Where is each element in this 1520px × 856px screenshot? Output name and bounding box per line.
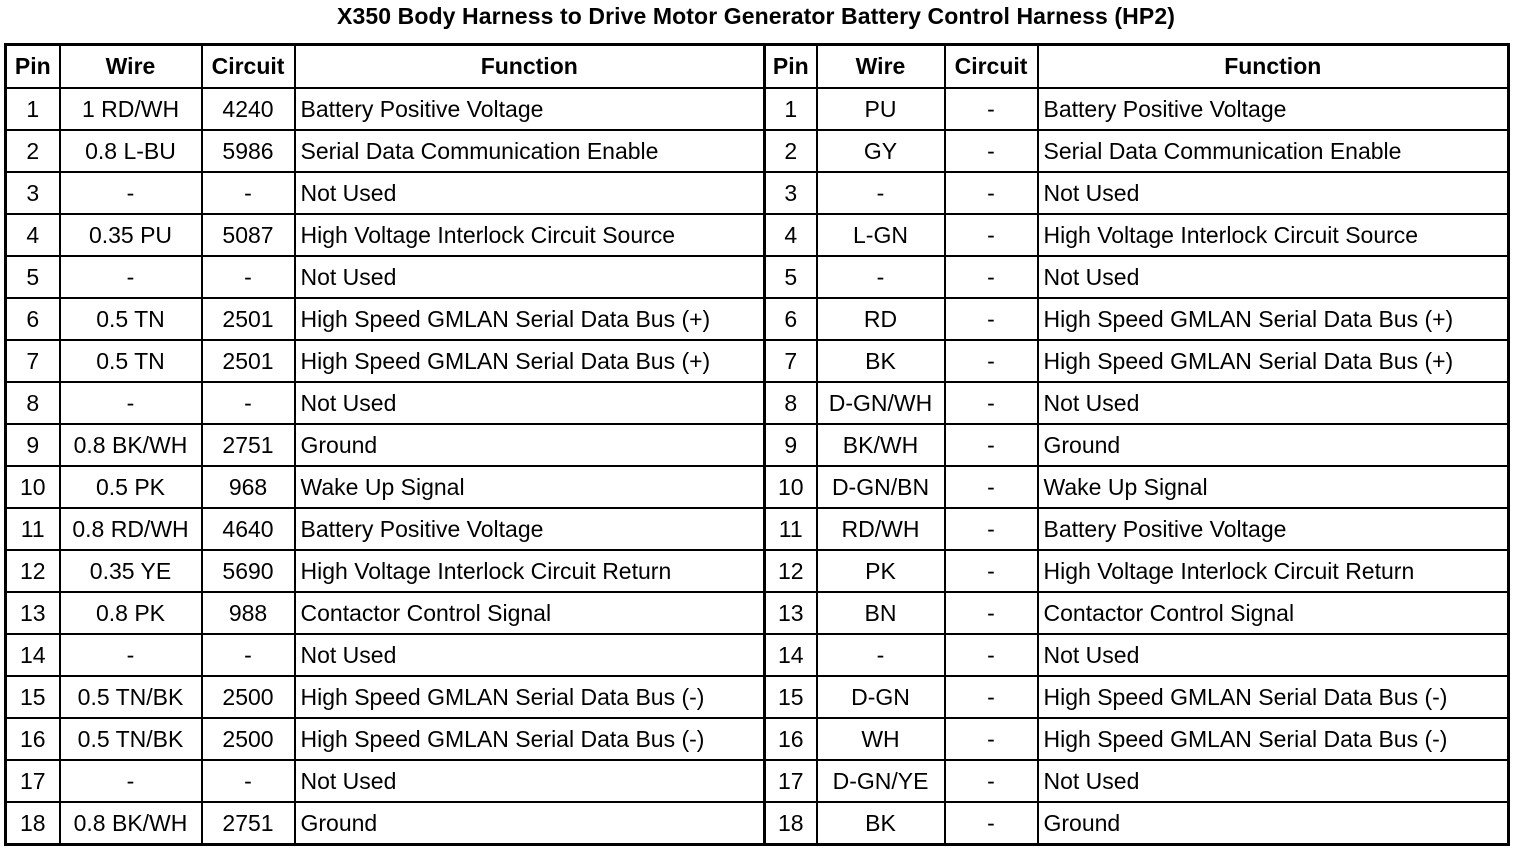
left-pin-cell: 12	[6, 550, 60, 592]
header-left-wire: Wire	[60, 45, 202, 89]
right-circuit-cell: -	[945, 676, 1038, 718]
table-row	[6, 466, 1509, 508]
right-wire-cell: D-GN/BN	[817, 466, 945, 508]
table-row	[6, 256, 1509, 298]
right-pin-cell: 11	[765, 508, 817, 550]
left-wire-cell: 0.35 YE	[60, 550, 202, 592]
right-circuit-cell: -	[945, 802, 1038, 845]
right-function-cell: High Voltage Interlock Circuit Source	[1038, 214, 1509, 256]
header-left-circuit: Circuit	[202, 45, 295, 89]
right-circuit-cell: -	[945, 130, 1038, 172]
right-wire-cell: D-GN	[817, 676, 945, 718]
left-pin-cell: 13	[6, 592, 60, 634]
right-pin-cell: 13	[765, 592, 817, 634]
left-pin-cell: 16	[6, 718, 60, 760]
left-pin-cell: 10	[6, 466, 60, 508]
right-circuit-cell: -	[945, 172, 1038, 214]
right-circuit-cell: -	[945, 466, 1038, 508]
right-circuit-cell: -	[945, 298, 1038, 340]
right-function-cell: Serial Data Communication Enable	[1038, 130, 1509, 172]
right-circuit-cell: -	[945, 88, 1038, 130]
left-circuit-cell: 5690	[202, 550, 295, 592]
right-function-cell: High Speed GMLAN Serial Data Bus (+)	[1038, 340, 1509, 382]
left-function-cell: Ground	[295, 424, 765, 466]
table-row	[6, 634, 1509, 676]
header-left-function: Function	[295, 45, 765, 89]
right-function-cell: Ground	[1038, 424, 1509, 466]
left-circuit-cell: 2500	[202, 676, 295, 718]
right-pin-cell: 9	[765, 424, 817, 466]
table-header-row	[6, 45, 1509, 89]
table-row	[6, 214, 1509, 256]
left-function-cell: Battery Positive Voltage	[295, 508, 765, 550]
right-function-cell: High Voltage Interlock Circuit Return	[1038, 550, 1509, 592]
right-wire-cell: L-GN	[817, 214, 945, 256]
left-circuit-cell: -	[202, 256, 295, 298]
left-circuit-cell: -	[202, 382, 295, 424]
left-wire-cell: 0.5 TN	[60, 298, 202, 340]
right-wire-cell: PU	[817, 88, 945, 130]
right-circuit-cell: -	[945, 214, 1038, 256]
pinout-table	[4, 43, 1510, 846]
header-left-pin: Pin	[6, 45, 60, 89]
right-pin-cell: 12	[765, 550, 817, 592]
right-function-cell: Ground	[1038, 802, 1509, 845]
right-pin-cell: 6	[765, 298, 817, 340]
left-pin-cell: 17	[6, 760, 60, 802]
left-wire-cell: 0.8 PK	[60, 592, 202, 634]
right-pin-cell: 4	[765, 214, 817, 256]
right-wire-cell: GY	[817, 130, 945, 172]
right-function-cell: High Speed GMLAN Serial Data Bus (+)	[1038, 298, 1509, 340]
left-pin-cell: 4	[6, 214, 60, 256]
table-row	[6, 340, 1509, 382]
right-function-cell: Not Used	[1038, 760, 1509, 802]
right-circuit-cell: -	[945, 634, 1038, 676]
left-function-cell: High Speed GMLAN Serial Data Bus (-)	[295, 718, 765, 760]
table-row	[6, 508, 1509, 550]
right-wire-cell: WH	[817, 718, 945, 760]
right-wire-cell: -	[817, 634, 945, 676]
left-function-cell: High Speed GMLAN Serial Data Bus (+)	[295, 298, 765, 340]
left-pin-cell: 14	[6, 634, 60, 676]
right-function-cell: High Speed GMLAN Serial Data Bus (-)	[1038, 676, 1509, 718]
table-row	[6, 802, 1509, 845]
right-circuit-cell: -	[945, 760, 1038, 802]
right-circuit-cell: -	[945, 550, 1038, 592]
table-row	[6, 550, 1509, 592]
left-function-cell: Not Used	[295, 382, 765, 424]
right-wire-cell: BK	[817, 802, 945, 845]
header-right-function: Function	[1038, 45, 1509, 89]
left-function-cell: Serial Data Communication Enable	[295, 130, 765, 172]
left-wire-cell: -	[60, 382, 202, 424]
left-function-cell: Not Used	[295, 172, 765, 214]
table-row	[6, 172, 1509, 214]
left-pin-cell: 8	[6, 382, 60, 424]
right-pin-cell: 10	[765, 466, 817, 508]
right-wire-cell: BN	[817, 592, 945, 634]
table-row	[6, 88, 1509, 130]
left-function-cell: Contactor Control Signal	[295, 592, 765, 634]
left-pin-cell: 11	[6, 508, 60, 550]
left-wire-cell: 0.35 PU	[60, 214, 202, 256]
right-function-cell: Battery Positive Voltage	[1038, 508, 1509, 550]
left-circuit-cell: 988	[202, 592, 295, 634]
right-wire-cell: -	[817, 256, 945, 298]
right-wire-cell: BK/WH	[817, 424, 945, 466]
right-pin-cell: 3	[765, 172, 817, 214]
table-row	[6, 130, 1509, 172]
right-function-cell: High Speed GMLAN Serial Data Bus (-)	[1038, 718, 1509, 760]
left-circuit-cell: 2500	[202, 718, 295, 760]
left-wire-cell: 0.5 TN/BK	[60, 676, 202, 718]
right-wire-cell: -	[817, 172, 945, 214]
left-wire-cell: 0.5 PK	[60, 466, 202, 508]
right-wire-cell: RD/WH	[817, 508, 945, 550]
left-circuit-cell: -	[202, 634, 295, 676]
table-row	[6, 382, 1509, 424]
right-pin-cell: 2	[765, 130, 817, 172]
left-function-cell: Ground	[295, 802, 765, 845]
left-pin-cell: 7	[6, 340, 60, 382]
right-circuit-cell: -	[945, 424, 1038, 466]
page-title: X350 Body Harness to Drive Motor Generator Battery Control Harness (HP2)	[337, 3, 1175, 29]
left-circuit-cell: 4240	[202, 88, 295, 130]
right-circuit-cell: -	[945, 256, 1038, 298]
left-pin-cell: 9	[6, 424, 60, 466]
right-function-cell: Not Used	[1038, 172, 1509, 214]
left-wire-cell: 0.5 TN	[60, 340, 202, 382]
left-pin-cell: 5	[6, 256, 60, 298]
right-circuit-cell: -	[945, 508, 1038, 550]
left-function-cell: High Voltage Interlock Circuit Return	[295, 550, 765, 592]
right-pin-cell: 18	[765, 802, 817, 845]
left-circuit-cell: -	[202, 172, 295, 214]
left-function-cell: Wake Up Signal	[295, 466, 765, 508]
left-wire-cell: 0.5 TN/BK	[60, 718, 202, 760]
right-pin-cell: 14	[765, 634, 817, 676]
right-function-cell: Not Used	[1038, 382, 1509, 424]
left-pin-cell: 3	[6, 172, 60, 214]
right-wire-cell: D-GN/WH	[817, 382, 945, 424]
right-function-cell: Not Used	[1038, 634, 1509, 676]
right-pin-cell: 16	[765, 718, 817, 760]
left-wire-cell: -	[60, 172, 202, 214]
right-function-cell: Contactor Control Signal	[1038, 592, 1509, 634]
right-pin-cell: 15	[765, 676, 817, 718]
right-circuit-cell: -	[945, 592, 1038, 634]
left-pin-cell: 15	[6, 676, 60, 718]
left-pin-cell: 6	[6, 298, 60, 340]
right-function-cell: Wake Up Signal	[1038, 466, 1509, 508]
left-circuit-cell: 2751	[202, 802, 295, 845]
right-wire-cell: RD	[817, 298, 945, 340]
header-right-circuit: Circuit	[945, 45, 1038, 89]
left-pin-cell: 1	[6, 88, 60, 130]
left-pin-cell: 18	[6, 802, 60, 845]
left-function-cell: High Speed GMLAN Serial Data Bus (-)	[295, 676, 765, 718]
header-right-pin: Pin	[765, 45, 817, 89]
table-row	[6, 760, 1509, 802]
right-pin-cell: 1	[765, 88, 817, 130]
left-function-cell: Not Used	[295, 760, 765, 802]
right-circuit-cell: -	[945, 340, 1038, 382]
table-row	[6, 676, 1509, 718]
table-row	[6, 424, 1509, 466]
right-function-cell: Not Used	[1038, 256, 1509, 298]
right-pin-cell: 8	[765, 382, 817, 424]
left-circuit-cell: -	[202, 760, 295, 802]
table-row	[6, 298, 1509, 340]
left-wire-cell: 0.8 L-BU	[60, 130, 202, 172]
left-wire-cell: 1 RD/WH	[60, 88, 202, 130]
left-wire-cell: 0.8 BK/WH	[60, 802, 202, 845]
left-circuit-cell: 2501	[202, 298, 295, 340]
right-pin-cell: 7	[765, 340, 817, 382]
left-circuit-cell: 5087	[202, 214, 295, 256]
table-row	[6, 718, 1509, 760]
right-wire-cell: BK	[817, 340, 945, 382]
left-pin-cell: 2	[6, 130, 60, 172]
left-function-cell: Not Used	[295, 634, 765, 676]
left-wire-cell: -	[60, 760, 202, 802]
left-function-cell: High Voltage Interlock Circuit Source	[295, 214, 765, 256]
left-function-cell: Not Used	[295, 256, 765, 298]
left-circuit-cell: 4640	[202, 508, 295, 550]
right-pin-cell: 5	[765, 256, 817, 298]
table-row	[6, 592, 1509, 634]
left-wire-cell: -	[60, 634, 202, 676]
left-function-cell: High Speed GMLAN Serial Data Bus (+)	[295, 340, 765, 382]
header-right-wire: Wire	[817, 45, 945, 89]
left-circuit-cell: 968	[202, 466, 295, 508]
left-circuit-cell: 5986	[202, 130, 295, 172]
left-wire-cell: 0.8 RD/WH	[60, 508, 202, 550]
right-pin-cell: 17	[765, 760, 817, 802]
right-wire-cell: PK	[817, 550, 945, 592]
table-body	[6, 88, 1509, 845]
left-wire-cell: 0.8 BK/WH	[60, 424, 202, 466]
left-wire-cell: -	[60, 256, 202, 298]
right-circuit-cell: -	[945, 382, 1038, 424]
right-wire-cell: D-GN/YE	[817, 760, 945, 802]
left-circuit-cell: 2501	[202, 340, 295, 382]
right-function-cell: Battery Positive Voltage	[1038, 88, 1509, 130]
left-function-cell: Battery Positive Voltage	[295, 88, 765, 130]
left-circuit-cell: 2751	[202, 424, 295, 466]
right-circuit-cell: -	[945, 718, 1038, 760]
